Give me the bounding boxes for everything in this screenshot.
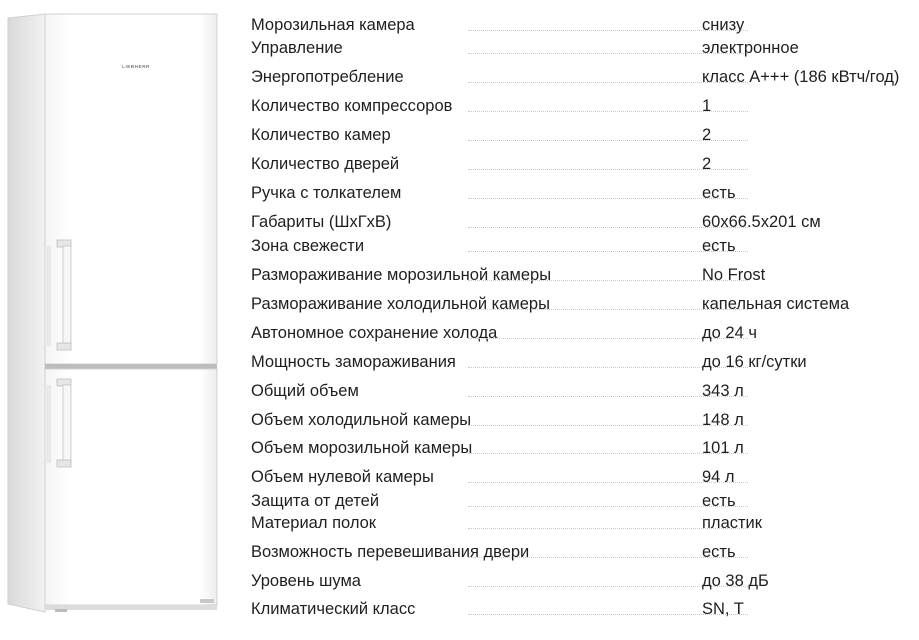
spec-row	[248, 381, 913, 405]
spec-label: Ручка с толкателем	[251, 184, 402, 202]
spec-label: Морозильная камера	[251, 16, 415, 34]
spec-label: Объем морозильной камеры	[251, 439, 473, 457]
spec-value: 2	[702, 155, 712, 173]
spec-label: Количество камер	[251, 126, 391, 144]
spec-label: Зона свежести	[251, 237, 365, 255]
spec-value: электронное	[702, 39, 799, 57]
spec-label: Защита от детей	[251, 492, 380, 510]
spec-value: пластик	[702, 514, 762, 532]
spec-row	[248, 67, 913, 91]
spec-label: Количество компрессоров	[251, 97, 453, 115]
spec-label: Управление	[251, 39, 343, 57]
spec-row	[248, 410, 913, 434]
spec-label: Размораживание холодильной камеры	[251, 295, 550, 313]
spec-label: Энергопотребление	[251, 68, 404, 86]
spec-label: Общий объем	[251, 382, 359, 400]
spec-label: Материал полок	[251, 514, 377, 532]
spec-row	[248, 96, 913, 120]
spec-value: No Frost	[702, 266, 766, 284]
spec-label: Климатический класс	[251, 600, 416, 618]
spec-label: Автономное сохранение холода	[251, 324, 498, 342]
spec-value: до 24 ч	[702, 324, 757, 342]
spec-value: 94 л	[702, 468, 735, 486]
spec-value: снизу	[702, 16, 745, 34]
spec-value: 1	[702, 97, 712, 115]
spec-row	[248, 542, 913, 566]
spec-label: Объем нулевой камеры	[251, 468, 434, 486]
spec-row	[248, 265, 913, 289]
spec-value: есть	[702, 492, 736, 510]
spec-value: есть	[702, 543, 736, 561]
spec-row	[248, 599, 913, 623]
spec-row	[248, 15, 913, 39]
spec-row	[248, 125, 913, 149]
spec-value: есть	[702, 184, 736, 202]
spec-label: Возможность перевешивания двери	[251, 543, 530, 561]
spec-label: Мощность замораживания	[251, 353, 456, 371]
spec-value: SN, T	[702, 600, 744, 618]
spec-label: Размораживание морозильной камеры	[251, 266, 552, 284]
spec-value: 148 л	[702, 411, 744, 429]
spec-row	[248, 513, 913, 537]
spec-row	[248, 236, 913, 260]
spec-value: 60x66.5x201 см	[702, 213, 821, 231]
spec-value: до 38 дБ	[702, 572, 769, 590]
brand-logo: LIEBHERR	[122, 64, 150, 69]
spec-row	[248, 294, 913, 318]
spec-value: 2	[702, 126, 712, 144]
spec-label: Уровень шума	[251, 572, 361, 590]
spec-row	[248, 323, 913, 347]
spec-value: до 16 кг/сутки	[702, 353, 807, 371]
spec-row	[248, 183, 913, 207]
spec-row	[248, 491, 913, 515]
spec-row	[248, 212, 913, 236]
spec-row	[248, 154, 913, 178]
spec-value: есть	[702, 237, 736, 255]
spec-row	[248, 352, 913, 376]
spec-value: 343 л	[702, 382, 744, 400]
spec-row	[248, 438, 913, 462]
spec-label: Количество дверей	[251, 155, 400, 173]
spec-row	[248, 38, 913, 62]
spec-value: капельная система	[702, 295, 850, 313]
spec-row	[248, 571, 913, 595]
spec-row	[248, 467, 913, 491]
spec-value: класс A+++ (186 кВтч/год)	[702, 68, 900, 86]
spec-label: Объем холодильной камеры	[251, 411, 472, 429]
spec-value: 101 л	[702, 439, 744, 457]
spec-label: Габариты (ШхГхВ)	[251, 213, 392, 231]
